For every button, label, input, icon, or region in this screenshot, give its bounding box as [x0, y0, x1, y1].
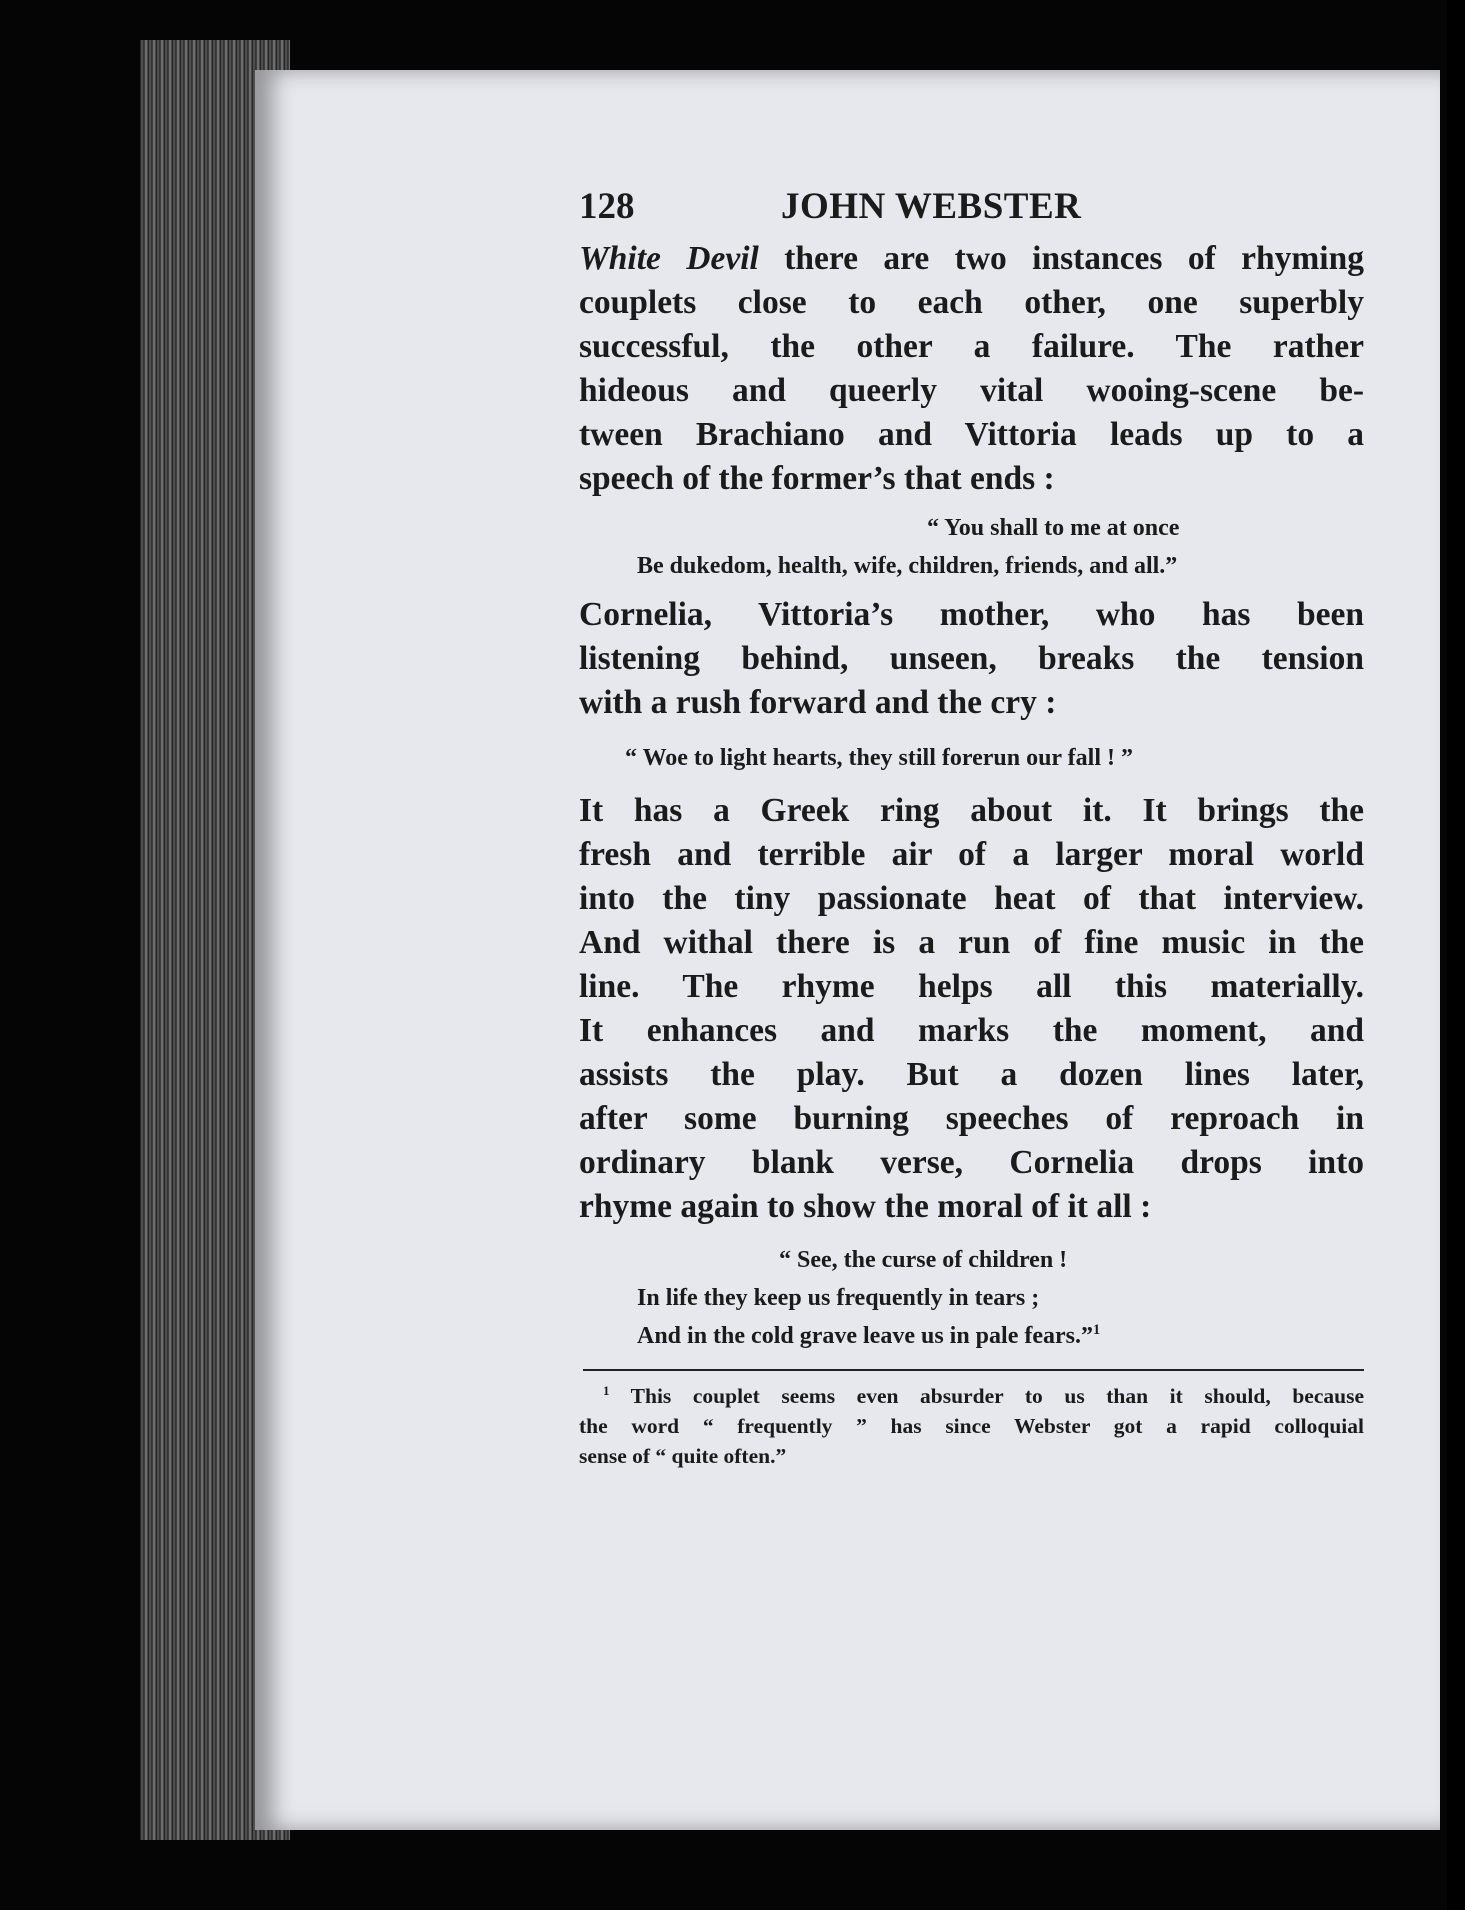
verse-quote-1 — [579, 509, 1364, 585]
paragraph-text: there are two instances of rhyming — [758, 240, 1364, 277]
paragraph-line: rhyme again to show the moral of it all : — [579, 1188, 1152, 1225]
paragraph-line: with a rush forward and the cry : — [579, 684, 1057, 721]
paragraph-line: ordinary blank verse, Cornelia drops into — [579, 1144, 1364, 1181]
running-title: JOHN WEBSTER — [781, 186, 1082, 227]
paragraph-line: It enhances and marks the moment, and — [579, 1012, 1364, 1049]
footnote-line — [579, 1381, 1364, 1411]
paragraph-line: fresh and terrible air of a larger moral world — [579, 836, 1364, 873]
paragraph-2 — [579, 593, 1364, 725]
footnote-number: 1 — [603, 1383, 610, 1398]
paragraph-line: And withal there is a run of fine music in the — [579, 924, 1364, 961]
paragraph-line: speech of the former’s that ends : — [579, 460, 1055, 497]
verse-line: “ See, the curse of children ! — [779, 1247, 1068, 1273]
running-header — [579, 185, 1364, 237]
footnote — [579, 1381, 1364, 1471]
work-title: White Devil — [579, 240, 759, 277]
footnote-rule — [583, 1369, 1364, 1371]
paragraph-1 — [579, 237, 1364, 501]
verse-text: And in the cold grave leave us in pale fears.” — [637, 1323, 1093, 1349]
paragraph-line: couplets close to each other, one superbly — [579, 284, 1364, 321]
scan-border — [1447, 0, 1465, 1910]
paragraph-line: tween Brachiano and Vittoria leads up to a — [579, 416, 1364, 453]
verse-line: In life they keep us frequently in tears ; — [637, 1285, 1040, 1311]
paragraph-line: Cornelia, Vittoria’s mother, who has been — [579, 596, 1364, 633]
paragraph-line: hideous and queerly vital wooing-scene be- — [579, 372, 1364, 409]
paragraph-line: line. The rhyme helps all this materially. — [579, 968, 1364, 1005]
footnote-marker: 1 — [1093, 1322, 1101, 1338]
footnote-text: This couplet seems even absurder to us than it should, because — [630, 1384, 1364, 1408]
paragraph-line: assists the play. But a dozen lines later, — [579, 1056, 1364, 1093]
paragraph-3 — [579, 789, 1364, 1229]
paragraph-line: listening behind, unseen, breaks the tension — [579, 640, 1364, 677]
verse-quote-2 — [579, 739, 1364, 777]
paragraph-line — [579, 237, 1364, 281]
page-number: 128 — [579, 186, 635, 227]
verse-line: “ Woe to light hearts, they still forerun our fall ! ” — [625, 745, 1133, 771]
verse-line: Be dukedom, health, wife, children, friends, and all.” — [637, 553, 1178, 579]
paragraph-line: into the tiny passionate heat of that interview. — [579, 880, 1364, 917]
footnote-line: sense of “ quite often.” — [579, 1444, 787, 1468]
paragraph-line: successful, the other a failure. The rather — [579, 328, 1364, 365]
verse-line — [579, 1317, 1364, 1355]
page-content — [579, 185, 1364, 1471]
paragraph-line: after some burning speeches of reproach in — [579, 1100, 1364, 1137]
paragraph-line: It has a Greek ring about it. It brings the — [579, 792, 1364, 829]
footnote-line: the word “ frequently ” has since Webster got a rapid colloquial — [579, 1414, 1364, 1438]
verse-line: “ You shall to me at once — [927, 515, 1180, 541]
verse-quote-3 — [579, 1241, 1364, 1355]
